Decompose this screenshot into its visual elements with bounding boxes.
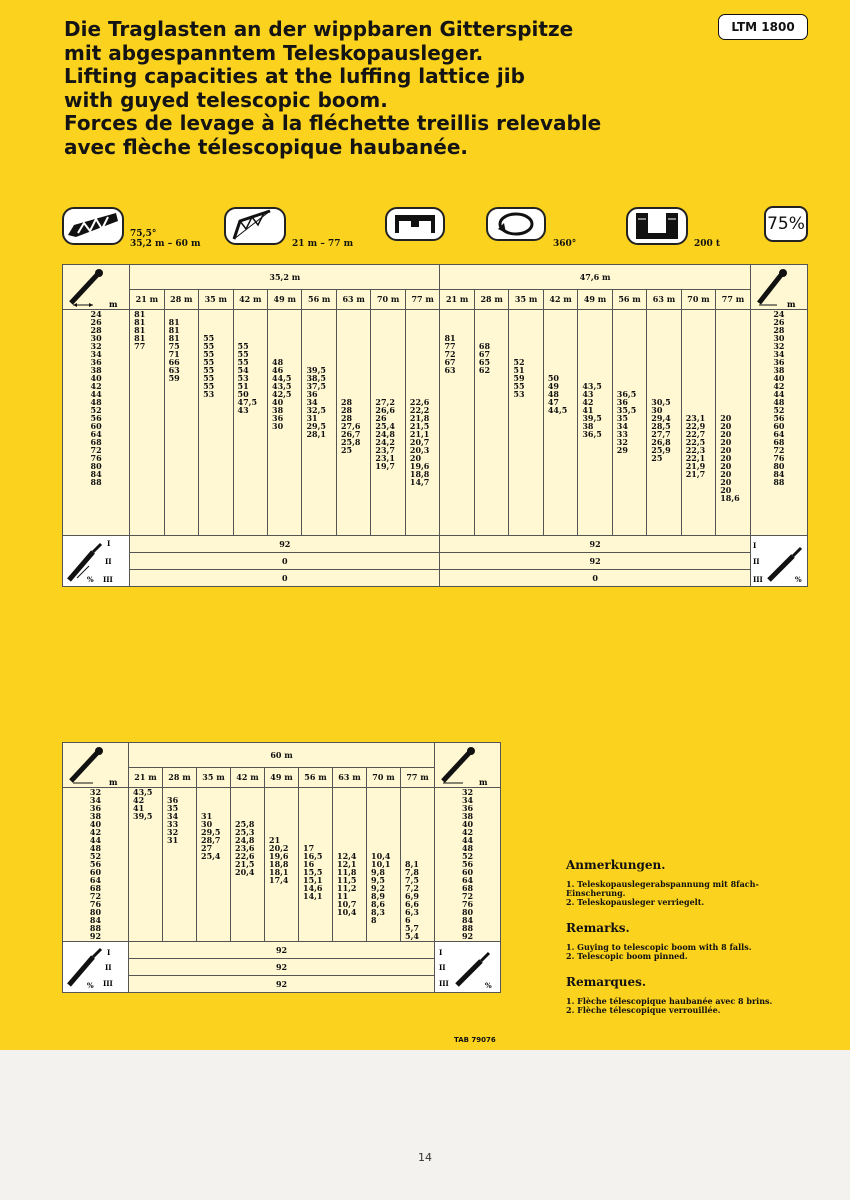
slewing-icon — [486, 207, 546, 241]
capacity-column: 36,5 36 35,5 35 34 33 32 29 — [612, 310, 646, 536]
jib-length-header: 77 m — [401, 767, 435, 787]
svg-text:%: % — [87, 981, 94, 989]
capacity-column: 68 67 65 62 — [474, 310, 508, 536]
stage-label: III — [752, 575, 763, 584]
jib-length-header: 56 m — [302, 289, 336, 309]
title-line: mit abgespanntem Teleskopausleger. — [64, 40, 484, 65]
jib-range-label: 21 m – 77 m — [292, 239, 354, 249]
telescope-stage-icon-right — [435, 942, 501, 993]
page-title — [64, 18, 744, 159]
jib-length-header: 28 m — [164, 289, 198, 309]
title-line: avec flèche télescopique haubanée. — [64, 134, 468, 159]
capacity-column: 48 46 44,5 43,5 42,5 40 38 36 30 — [268, 310, 302, 536]
stage-value: 92 — [440, 536, 750, 553]
telescopic-boom-icon — [62, 207, 124, 245]
telescope-stage-icon-right — [750, 536, 807, 587]
jib-length-header: 63 m — [336, 289, 370, 309]
table-reference: TAB 79076 — [454, 1036, 496, 1044]
notes-text-en: 1. Guying to telescopic boom with 8 falls. 2. Telescopic boom pinned. — [566, 942, 752, 961]
boom-radius-icon-right — [435, 743, 501, 788]
stage-label: III — [439, 979, 449, 988]
capacity-column: 43,5 43 42 41 39,5 38 36,5 — [578, 310, 612, 536]
jib-length-header: 35 m — [197, 767, 231, 787]
stage-label: I — [752, 541, 757, 550]
stage-label: II — [105, 557, 112, 566]
jib-length-header: 49 m — [265, 767, 299, 787]
capacity-column: 81 81 81 81 77 — [130, 310, 164, 536]
jib-length-header: 42 m — [543, 289, 577, 309]
telescope-stage-icon — [63, 942, 129, 993]
capacity-column: 21 20,2 19,6 18,8 18,1 17,4 — [265, 788, 299, 942]
notes-section — [566, 858, 826, 1029]
capacity-column: 31 30 29,5 28,7 27 25,4 — [197, 788, 231, 942]
stage-label: I — [107, 948, 111, 957]
notes-title-en: Remarks. — [566, 921, 630, 935]
unit-label-right: m — [786, 299, 796, 309]
stage-label: II — [105, 963, 112, 972]
jib-length-header: 49 m — [268, 289, 302, 309]
page-number: 14 — [418, 1151, 432, 1164]
capacity-column: 52 51 59 55 53 — [509, 310, 543, 536]
capacity-column: 39,5 38,5 37,5 36 34 32,5 31 29,5 28,1 — [302, 310, 336, 536]
capacity-column: 28 28 28 27,6 26,7 25,8 25 — [336, 310, 370, 536]
stage-value: 92 — [130, 536, 440, 553]
stage-value: 0 — [440, 570, 750, 587]
boom-length-header: 60 m — [129, 743, 435, 768]
stage-label: II — [439, 963, 446, 972]
svg-text:%: % — [485, 981, 492, 989]
capacity-column: 55 55 55 55 55 55 55 53 — [199, 310, 233, 536]
title-line: Die Traglasten an der wippbaren Gitterspitze — [64, 17, 574, 41]
stage-label: I — [107, 539, 111, 548]
capacity-column: 17 16,5 16 15,5 15,1 14,6 14,1 — [299, 788, 333, 942]
radius-column-right: 24 26 28 30 32 34 36 38 40 42 44 48 52 56 60 64 68 72 76 80 84 88 — [750, 310, 807, 536]
jib-length-header: 70 m — [371, 289, 405, 309]
boom-length-header: 47,6 m — [440, 265, 750, 290]
notes-text-fr: 1. Flèche télescopique haubanée avec 8 brins. 2. Flèche télescopique verrouillée. — [566, 996, 773, 1015]
title-line: Forces de levage à la fléchette treillis relevable — [64, 111, 602, 135]
jib-length-header: 77 m — [716, 289, 751, 309]
boom-range-label: 35,2 m – 60 m — [130, 239, 201, 249]
jib-length-header: 63 m — [333, 767, 367, 787]
jib-length-header: 77 m — [405, 289, 440, 309]
stage-value: 92 — [129, 942, 435, 959]
jib-length-header: 63 m — [647, 289, 681, 309]
capacity-column: 50 49 48 47 44,5 — [543, 310, 577, 536]
capacity-column: 12,4 12,1 11,8 11,5 11,2 11 10,7 10,4 — [333, 788, 367, 942]
capacity-column: 20 20 20 20 20 20 20 20 20 20 18,6 — [716, 310, 751, 536]
slewing-label: 360° — [553, 239, 577, 249]
svg-text:%: % — [794, 575, 802, 584]
notes-text-de: 1. Teleskopauslegerabspannung mit 8fach- Einscherung. 2. Teleskopausleger verriegelt. — [566, 879, 759, 907]
jib-length-header: 70 m — [367, 767, 401, 787]
stage-label: II — [752, 557, 760, 566]
stage-value: 92 — [440, 553, 750, 570]
jib-length-header: 28 m — [474, 289, 508, 309]
boom-angle-label: 75,5° — [130, 229, 157, 239]
unit-label-left: m — [109, 299, 118, 309]
jib-length-header: 70 m — [681, 289, 715, 309]
capacity-column: 22,6 22,2 21,8 21,5 21,1 20,7 20,3 20 19,6 18,8 14,7 — [405, 310, 440, 536]
boom-radius-icon — [63, 265, 130, 310]
capacity-table-2 — [62, 742, 501, 993]
jib-length-header: 35 m — [509, 289, 543, 309]
stage-value: 92 — [129, 976, 435, 993]
jib-length-header: 49 m — [578, 289, 612, 309]
capacity-column: 25,8 25,3 24,8 23,6 22,6 21,5 20,4 — [231, 788, 265, 942]
notes-title-de: Anmerkungen. — [566, 858, 666, 872]
unit-label-right: m — [479, 777, 488, 787]
jib-length-header: 21 m — [129, 767, 163, 787]
capacity-column: 81 81 81 75 71 66 63 59 — [164, 310, 198, 536]
unit-label-left: m — [109, 777, 118, 787]
capacity-column: 8,1 7,8 7,5 7,2 6,9 6,6 6,3 6 5,7 5,4 — [401, 788, 435, 942]
radius-column: 24 26 28 30 32 34 36 38 40 42 44 48 52 56 60 64 68 72 76 80 84 88 — [63, 310, 130, 536]
telescope-stage-icon — [63, 536, 130, 587]
jib-length-header: 21 m — [130, 289, 164, 309]
luffing-jib-icon — [224, 207, 286, 245]
stage-value: 0 — [130, 553, 440, 570]
stage-value: 92 — [129, 959, 435, 976]
capacity-column: 27,2 26,6 26 25,4 24,8 24,2 23,7 23,1 19,7 — [371, 310, 405, 536]
boom-radius-icon-right — [750, 265, 807, 310]
capacity-table-1 — [62, 264, 808, 587]
model-badge: LTM 1800 — [718, 14, 808, 40]
capacity-column: 36 35 34 33 32 31 — [163, 788, 197, 942]
notes-title-fr: Remarques. — [566, 975, 647, 989]
boom-length-header: 35,2 m — [130, 265, 440, 290]
capacity-column: 10,4 10,1 9,8 9,5 9,2 8,9 8,6 8,3 8 — [367, 788, 401, 942]
counterweight-icon — [626, 207, 688, 245]
stage-label: I — [439, 948, 443, 957]
stage-value: 0 — [130, 570, 440, 587]
jib-length-header: 21 m — [440, 289, 474, 309]
radius-column-right: 32 34 36 38 40 42 44 48 52 56 60 64 68 72 76 80 84 88 92 — [435, 788, 501, 942]
boom-radius-icon — [63, 743, 129, 788]
outrigger-icon — [385, 207, 445, 241]
capacity-column: 55 55 55 54 53 51 50 47,5 43 — [233, 310, 267, 536]
table-body-row — [63, 788, 501, 942]
svg-text:%: % — [87, 575, 94, 584]
jib-length-header: 42 m — [231, 767, 265, 787]
jib-length-header: 28 m — [163, 767, 197, 787]
title-line: with guyed telescopic boom. — [64, 87, 388, 112]
stability-percent: 75% — [764, 206, 808, 242]
capacity-column: 81 77 72 67 63 — [440, 310, 474, 536]
jib-length-header: 35 m — [199, 289, 233, 309]
stage-label: III — [103, 979, 113, 988]
capacity-column: 23,1 22,9 22,7 22,5 22,3 22,1 21,9 21,7 — [681, 310, 715, 536]
counterweight-label: 200 t — [694, 239, 721, 249]
capacity-column: 30,5 30 29,4 28,5 27,7 26,8 25,9 25 — [647, 310, 681, 536]
jib-length-header: 56 m — [612, 289, 646, 309]
capacity-column: 43,5 42 41 39,5 — [129, 788, 163, 942]
stage-label: III — [103, 575, 113, 584]
radius-column: 32 34 36 38 40 42 44 48 52 56 60 64 68 72 76 80 84 88 92 — [63, 788, 129, 942]
jib-length-header: 56 m — [299, 767, 333, 787]
table-body-row — [63, 310, 808, 536]
jib-length-header: 42 m — [233, 289, 267, 309]
title-line: Lifting capacities at the luffing lattice jib — [64, 64, 525, 88]
